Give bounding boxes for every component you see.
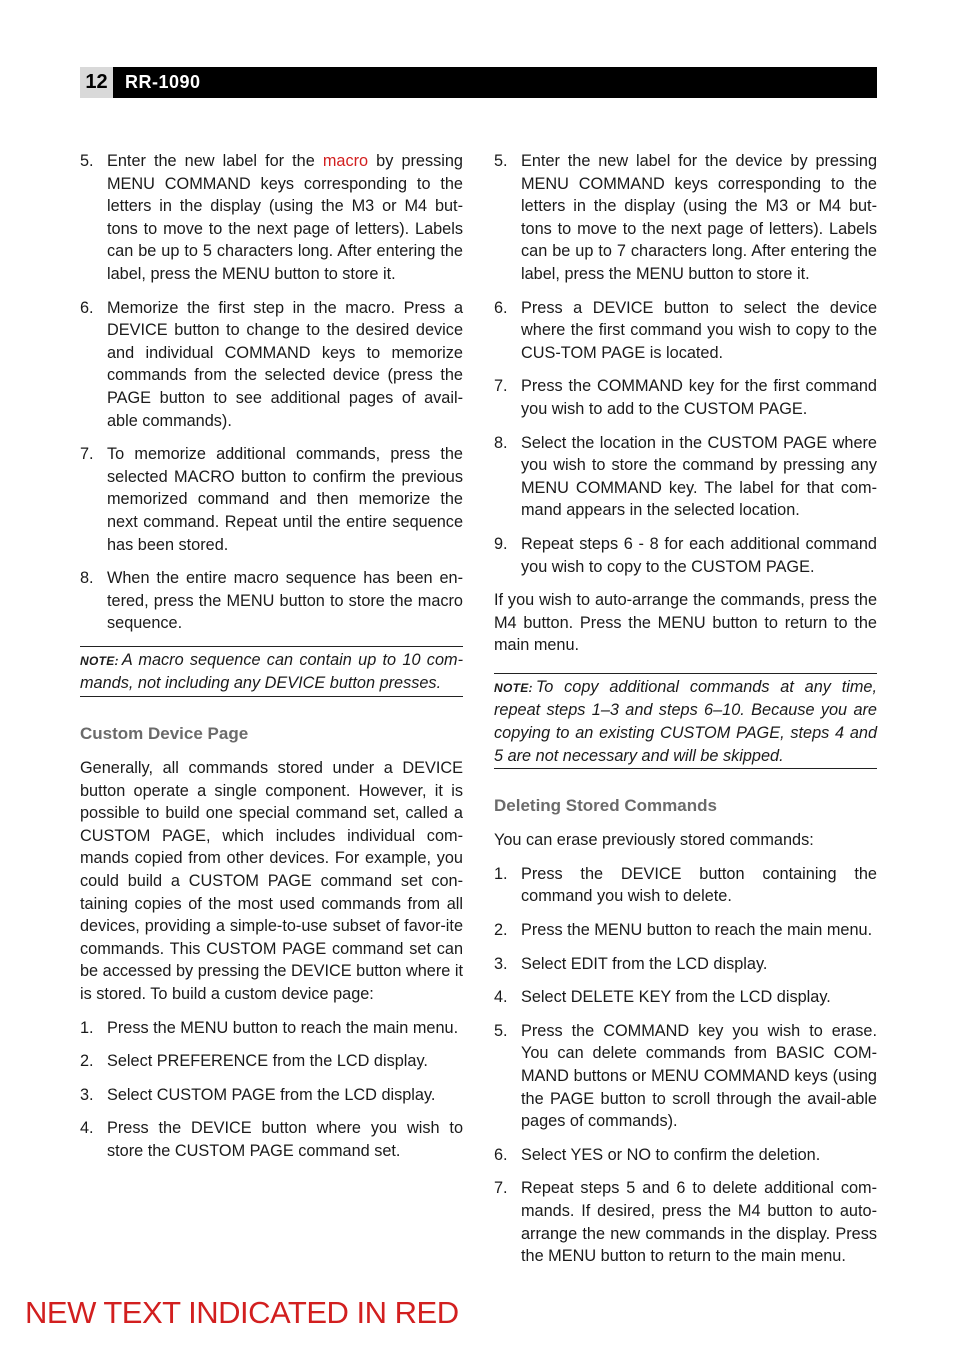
step-number: 6. bbox=[80, 298, 94, 317]
list-item bbox=[80, 297, 463, 433]
step-text: Memorize the first step in the macro. Press a DEVICE button to change to the desired device and individual COMMAND keys to memorize commands from the selected device (press the PAGE button to see additional pages of avail-able commands). bbox=[107, 298, 463, 430]
step-number: 1. bbox=[80, 1018, 94, 1037]
body-paragraph: You can erase previously stored commands: bbox=[494, 831, 814, 850]
step-text: Select EDIT from the LCD display. bbox=[521, 954, 768, 973]
step-number: 3. bbox=[80, 1085, 94, 1104]
step-text: Enter the new label for the bbox=[107, 152, 323, 170]
list-item bbox=[494, 432, 877, 522]
step-number: 9. bbox=[494, 534, 508, 553]
list-item bbox=[494, 863, 877, 908]
step-text: Repeat steps 6 - 8 for each additional command you wish to copy to the CUSTOM PAGE. bbox=[521, 534, 877, 576]
step-number: 4. bbox=[494, 988, 508, 1007]
step-text: Select DELETE KEY from the LCD display. bbox=[521, 988, 831, 1007]
step-text: Press a DEVICE button to select the device where the first command you wish to copy to the CUS-TOM PAGE is located. bbox=[521, 298, 877, 362]
step-number: 6. bbox=[494, 298, 508, 317]
page-number: 12 bbox=[80, 67, 113, 98]
delete-steps-list bbox=[494, 863, 877, 1268]
list-item bbox=[494, 150, 877, 286]
step-text: To memorize additional commands, press the selected MACRO button to confirm the previous memorized command and then memorize the next command. Repeat until the entire sequence has been stored. bbox=[107, 445, 463, 554]
step-number: 4. bbox=[80, 1119, 94, 1138]
note-box bbox=[80, 646, 463, 697]
list-item bbox=[80, 1117, 463, 1162]
step-number: 7. bbox=[494, 377, 508, 396]
step-text: Repeat steps 5 and 6 to delete additional com-mands. If desired, press the M4 button to auto-arrange the new commands in the display. Press the MENU button to return to the main menu. bbox=[521, 1179, 877, 1266]
step-text: Press the MENU button to reach the main menu. bbox=[521, 921, 873, 940]
list-item bbox=[494, 1144, 877, 1167]
list-item bbox=[494, 375, 877, 420]
step-number: 7. bbox=[494, 1179, 508, 1198]
list-item bbox=[494, 1177, 877, 1267]
section-heading: Custom Device Page bbox=[80, 724, 249, 744]
note-label: NOTE: bbox=[494, 680, 533, 695]
step-number: 8. bbox=[80, 569, 94, 588]
note-label: NOTE: bbox=[80, 653, 119, 668]
custom-page-steps-cont-list bbox=[494, 150, 877, 578]
step-text: Press the DEVICE button where you wish to store the CUSTOM PAGE command set. bbox=[107, 1119, 463, 1160]
right-column bbox=[494, 150, 877, 1279]
new-text-highlight: macro bbox=[322, 152, 369, 170]
page-header-bar bbox=[80, 67, 877, 98]
list-item bbox=[80, 150, 463, 286]
step-number: 5. bbox=[494, 1021, 508, 1040]
new-text-notice: NEW TEXT INDICATED IN RED bbox=[25, 1295, 459, 1330]
model-name: RR-1090 bbox=[125, 72, 201, 92]
body-paragraph: If you wish to auto-arrange the commands, press the M4 button. Press the MENU button to return to the main menu. bbox=[494, 591, 877, 655]
step-text: Press the COMMAND key you wish to erase. You can delete commands from BASIC COM-MAND buttons or MENU COMMAND keys (using the PAGE button to scroll through the avail-able pages of commands). bbox=[521, 1021, 877, 1131]
body-paragraph: Generally, all commands stored under a DEVICE button operate a single component. However, it is possible to build one special command set, called a CUSTOM PAGE, which includes individual com-mands copied from other devices. For example, you could build a CUSTOM PAGE command set con-taining copies of the most used commands from all devices, providing a simple-to-use subset of favor-ite commands. This CUSTOM PAGE command set can be accessed by pressing the DEVICE button where it is stored. To build a custom device page: bbox=[80, 759, 463, 1003]
list-item bbox=[494, 533, 877, 578]
custom-page-steps-list bbox=[80, 1017, 463, 1163]
list-item bbox=[80, 443, 463, 556]
note-text: A macro sequence can contain up to 10 com-mands, not including any DEVICE button presses. bbox=[80, 650, 463, 693]
list-item bbox=[80, 1050, 463, 1073]
step-text: Press the DEVICE button containing the command you wish to delete. bbox=[521, 864, 877, 906]
step-text: Press the MENU button to reach the main menu. bbox=[107, 1018, 459, 1037]
list-item bbox=[80, 1017, 463, 1040]
list-item bbox=[80, 1084, 463, 1107]
step-number: 5. bbox=[494, 152, 508, 170]
note-box bbox=[494, 673, 877, 769]
list-item bbox=[494, 953, 877, 976]
step-number: 1. bbox=[494, 864, 508, 883]
step-text: Select CUSTOM PAGE from the LCD display. bbox=[107, 1085, 436, 1104]
step-number: 5. bbox=[80, 152, 94, 170]
macro-steps-list bbox=[80, 150, 463, 635]
step-text: Select the location in the CUSTOM PAGE where you wish to store the command by pressing any MENU COMMAND key. The label for that com-mand appears in the selected location. bbox=[521, 433, 877, 520]
step-text: Press the COMMAND key for the first command you wish to add to the CUSTOM PAGE. bbox=[521, 377, 877, 418]
step-text: Select PREFERENCE from the LCD display. bbox=[107, 1052, 428, 1071]
section-heading: Deleting Stored Commands bbox=[494, 796, 717, 816]
step-number: 8. bbox=[494, 433, 508, 452]
left-column bbox=[80, 150, 463, 1174]
step-text: When the entire macro sequence has been en-tered, press the MENU button to store the macro sequence. bbox=[107, 569, 463, 633]
step-text: Select YES or NO to confirm the deletion. bbox=[521, 1145, 821, 1164]
step-number: 7. bbox=[80, 445, 94, 464]
list-item bbox=[494, 986, 877, 1009]
step-number: 2. bbox=[494, 921, 508, 940]
step-text: Enter the new label for the device by pressing MENU COMMAND keys corresponding to the letters in the display (using the M3 or M4 but-tons to move to the next page of letters). Labels can be up to 7 characters long. After entering the label, press the MENU button to store it. bbox=[521, 152, 877, 283]
list-item bbox=[494, 919, 877, 942]
list-item bbox=[494, 297, 877, 365]
note-text: To copy additional commands at any time, repeat steps 1–3 and steps 6–10. Because you are copying to an existing CUSTOM PAGE, steps 4 and 5 are not necessary and will be skipped. bbox=[494, 677, 877, 765]
step-number: 3. bbox=[494, 954, 508, 973]
step-text: by pressing MENU COMMAND keys corresponding to the letters in the display (using the M3 or M4 but-tons to move to the next page of letters). Labels can be up to 5 characters long. After entering the label, press the MENU button to store it. bbox=[107, 152, 463, 283]
step-number: 2. bbox=[80, 1052, 94, 1071]
list-item bbox=[494, 1020, 877, 1133]
list-item bbox=[80, 567, 463, 635]
step-number: 6. bbox=[494, 1145, 508, 1164]
